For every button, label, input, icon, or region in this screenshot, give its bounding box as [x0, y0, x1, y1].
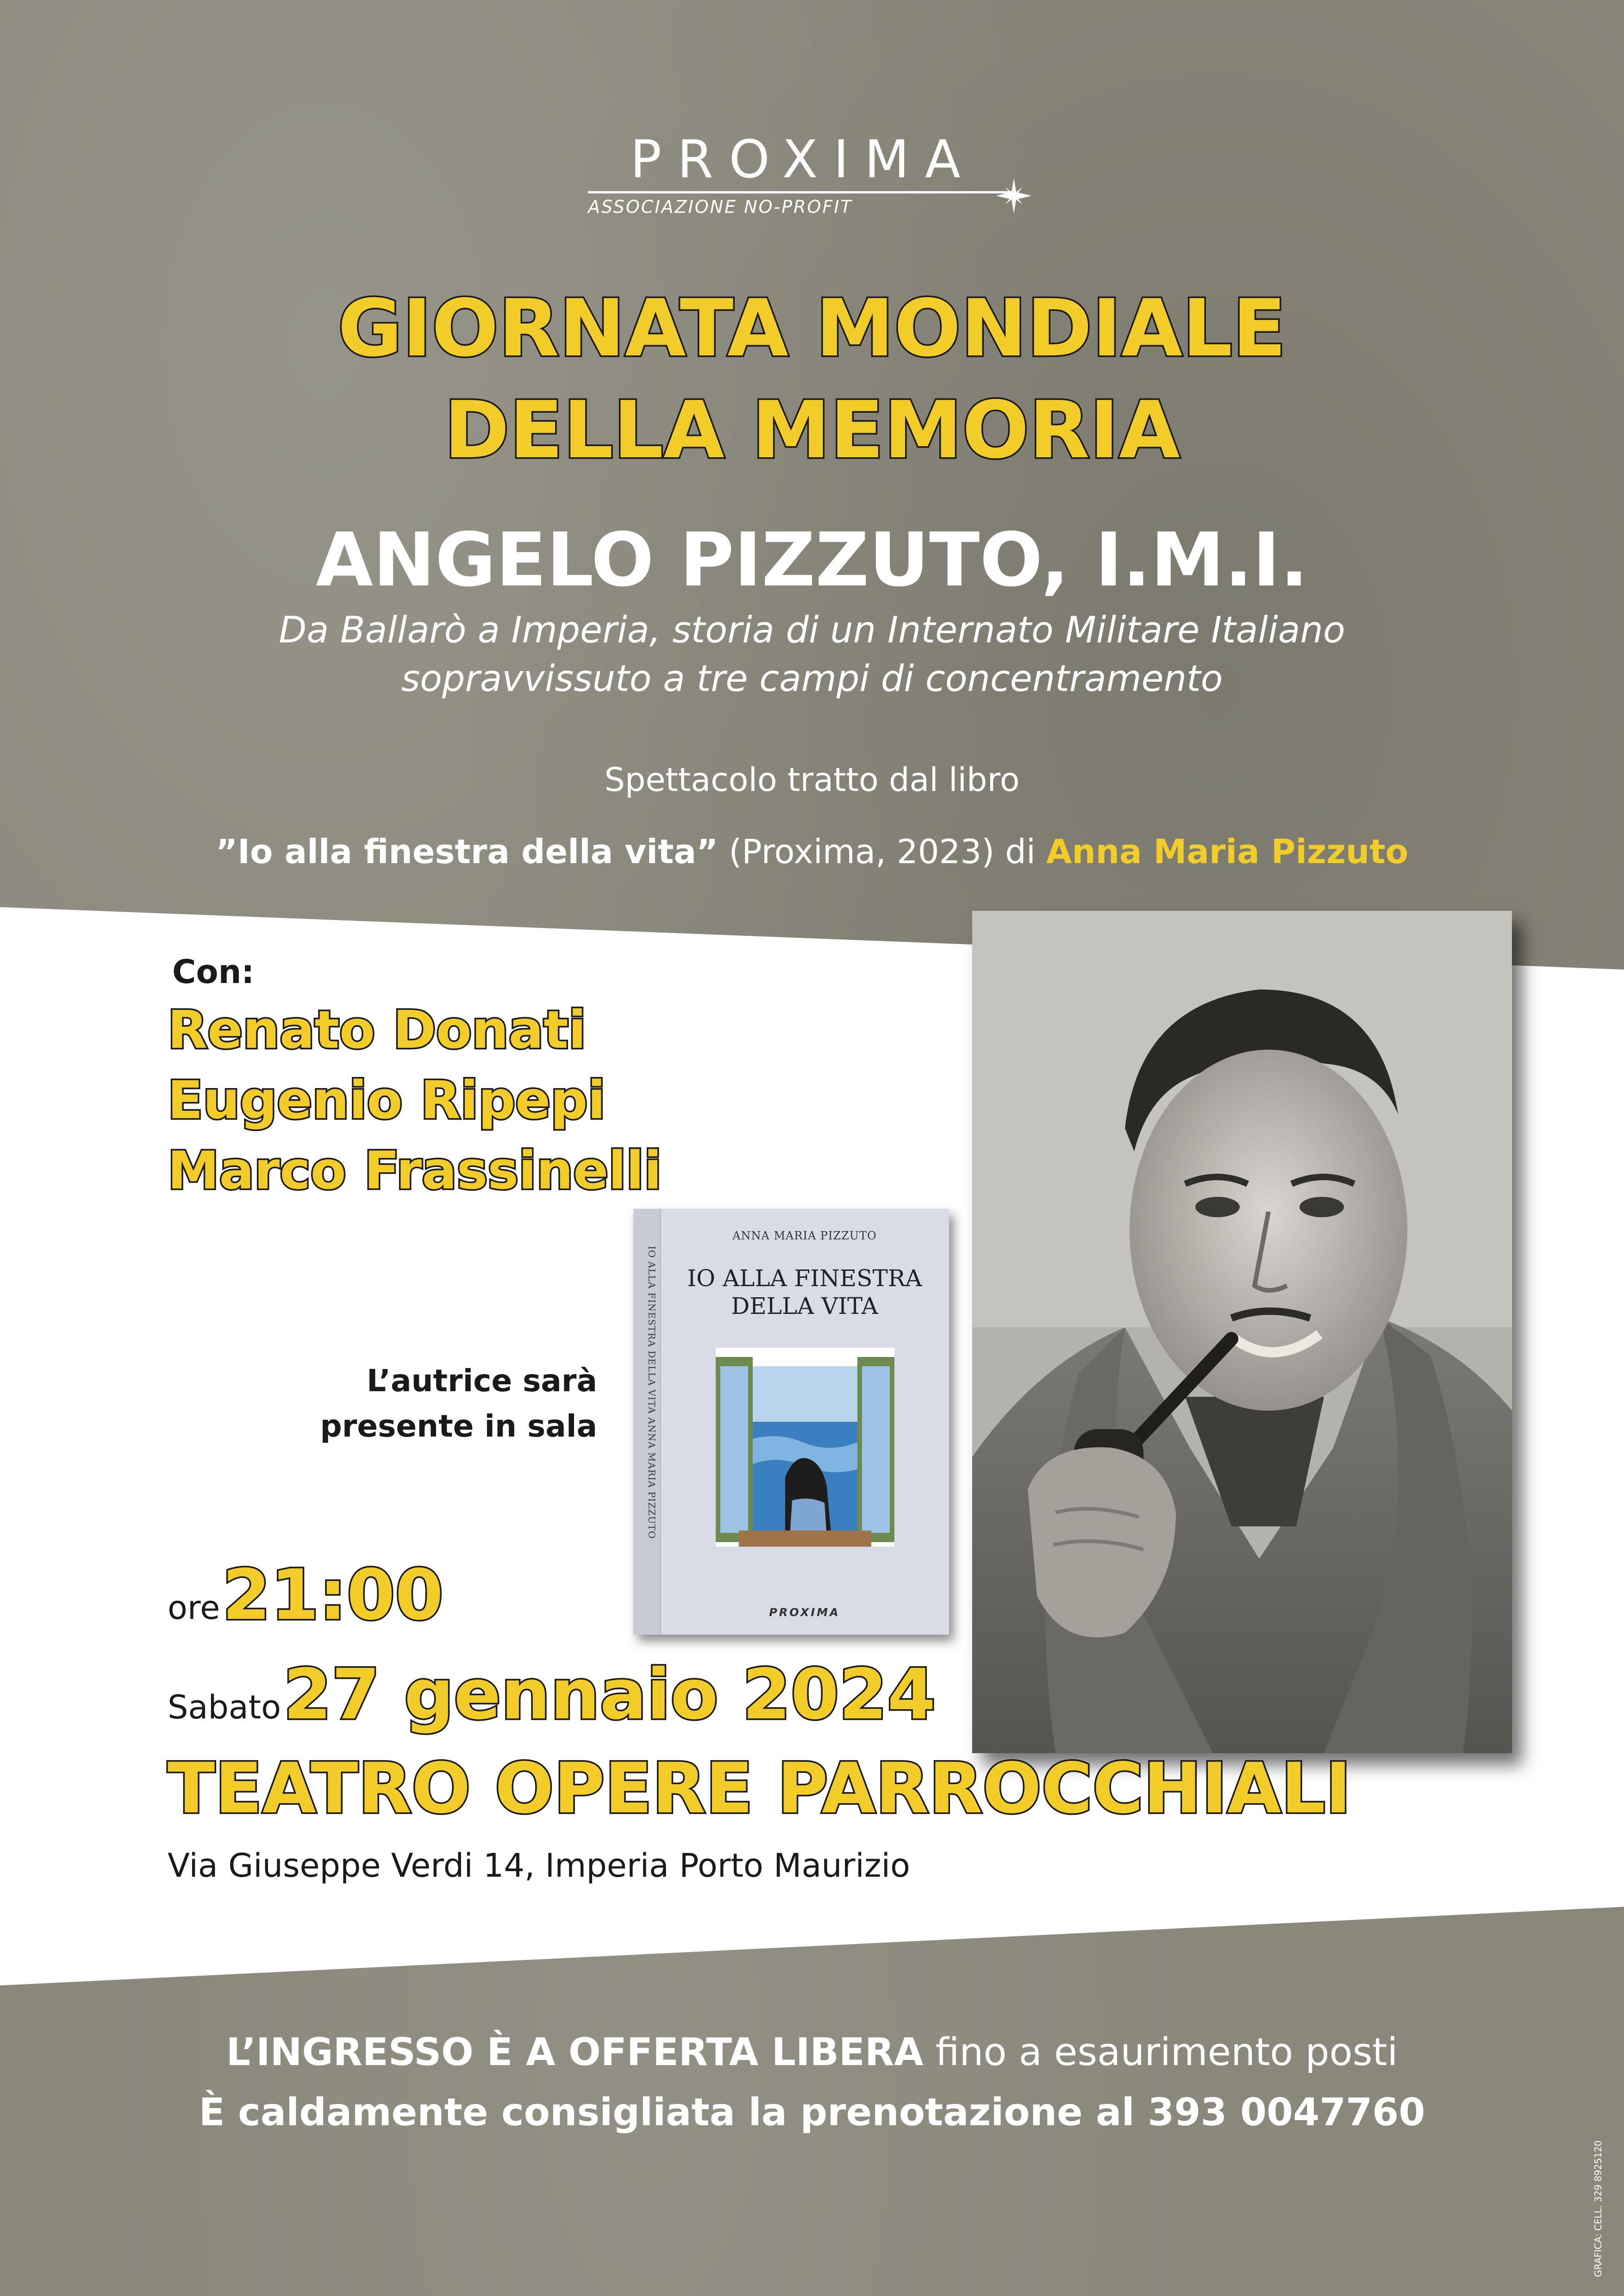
subtitle-line2: sopravvissuto a tre campi di concentramento: [401, 658, 1223, 700]
event-venue: TEATRO OPERE PARROCCHIALI: [168, 1748, 1351, 1829]
event-date: [168, 1655, 936, 1735]
book-cover-publisher: PROXIMA: [769, 1606, 840, 1619]
book-cover-title-line1: IO ALLA FINESTRA: [687, 1265, 922, 1292]
main-title-line2: DELLA MEMORIA: [444, 385, 1180, 476]
event-address: Via Giuseppe Verdi 14, Imperia Porto Maurizio: [168, 1847, 910, 1885]
main-title: [0, 278, 1624, 481]
logo-rule: [588, 191, 1014, 193]
portrait-photo: [972, 911, 1512, 1753]
graphic-credit: GRAFICA: CELL. 329 8925120: [1593, 2140, 1604, 2277]
footer-line1-rest: fino a esaurimento posti: [923, 2030, 1398, 2074]
author-note-line1: L’autrice sarà: [367, 1363, 597, 1399]
logo-subtitle: ASSOCIAZIONE NO-PROFIT: [588, 197, 853, 217]
book-credit-line: [0, 828, 1624, 875]
subtitle-line1: Da Ballarò a Imperia, storia di un Internato Militare Italiano: [279, 610, 1345, 651]
time-lead: ore: [168, 1589, 220, 1627]
book-info-text: (Proxima, 2023) di: [718, 832, 1046, 871]
subject-subtitle: [0, 606, 1624, 703]
portrait-illustration: [972, 911, 1512, 1753]
book-author-text: Anna Maria Pizzuto: [1046, 832, 1409, 871]
author-note-line2: presente in sala: [320, 1408, 597, 1444]
book-cover-title-line2: DELLA VITA: [731, 1293, 878, 1319]
book-spine-author-text: ANNA MARIA PIZZUTO: [646, 1417, 657, 1539]
cast-label: Con:: [172, 953, 255, 991]
footer-line1-bold: L’INGRESSO È A OFFERTA LIBERA: [226, 2030, 924, 2074]
footer-line2: È caldamente consigliata la prenotazione al 393 0047760: [199, 2091, 1425, 2134]
star-icon: [995, 177, 1032, 214]
window-illustration: [716, 1348, 894, 1547]
footer-info: [0, 2022, 1624, 2143]
book-spine: [633, 1209, 661, 1635]
book-cover-face: [633, 1209, 949, 1635]
date-value: 27 gennaio 2024: [283, 1655, 936, 1735]
book-spine-title: [636, 1246, 657, 1598]
cast-name: Eugenio Ripepi: [168, 1070, 606, 1131]
main-title-line1: GIORNATA MONDIALE: [337, 283, 1287, 374]
time-value: 21:00: [222, 1555, 443, 1636]
footer-line1: [0, 2022, 1624, 2083]
book-cover-title: [660, 1264, 949, 1320]
cast-list: [168, 995, 662, 1206]
portrait-image: [972, 911, 1512, 1753]
cast-name: Renato Donati: [168, 1000, 587, 1060]
logo-wordmark: PROXIMA: [630, 130, 976, 190]
day-lead: Sabato: [168, 1688, 281, 1726]
proxima-logo: [581, 132, 1044, 215]
book-spine-title-text: IO ALLA FINESTRA DELLA VITA: [646, 1246, 657, 1414]
book-cover-author: ANNA MARIA PIZZUTO: [732, 1229, 877, 1242]
author-note: [231, 1358, 597, 1449]
cast-name: Marco Frassinelli: [168, 1141, 662, 1201]
subject-name: ANGELO PIZZUTO, I.M.I.: [316, 516, 1308, 603]
show-intro: Spettacolo tratto dal libro: [604, 761, 1020, 799]
book-title-text: ”Io alla finestra della vita”: [215, 832, 718, 871]
book-cover: [633, 1209, 949, 1635]
event-time: [168, 1555, 443, 1636]
